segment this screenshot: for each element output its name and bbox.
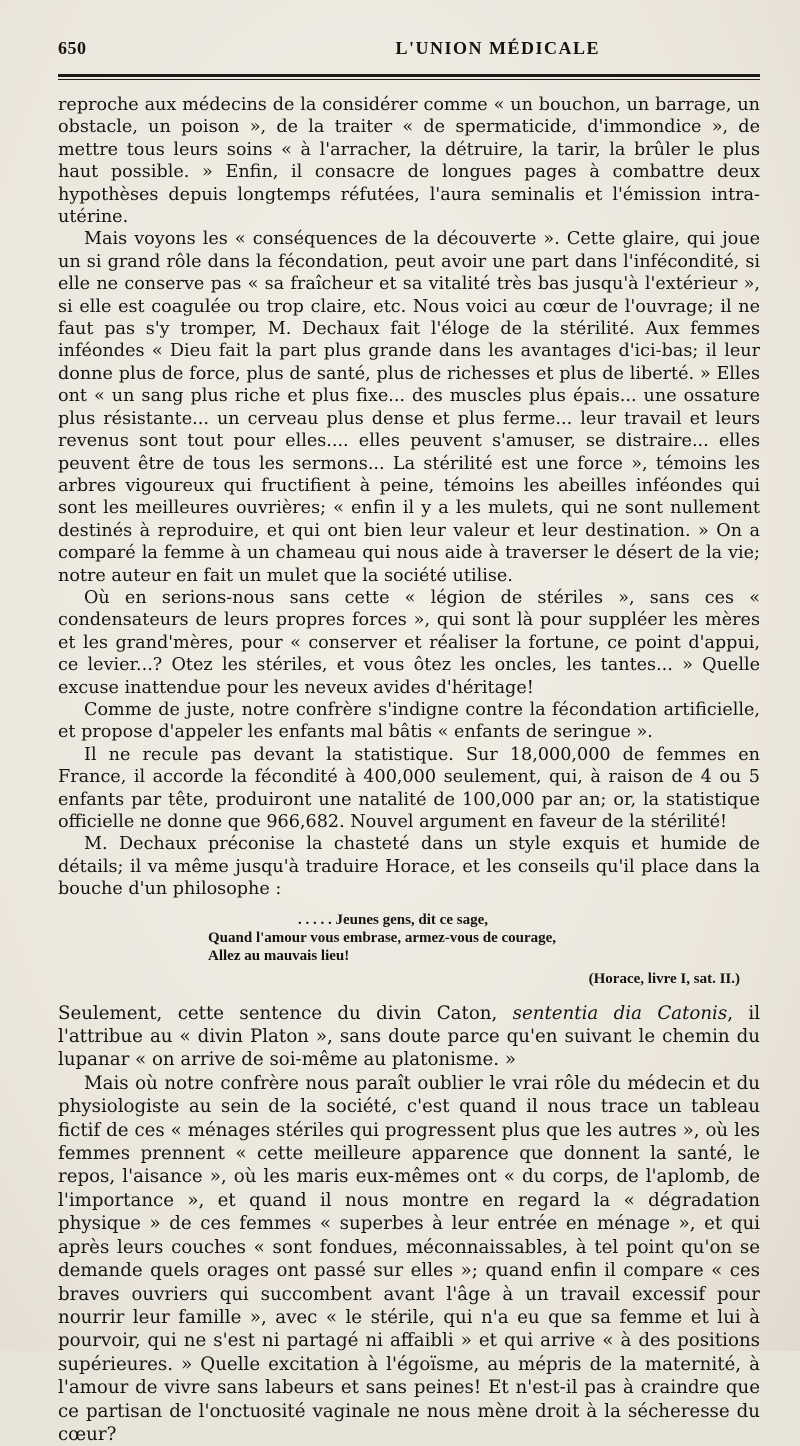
text-span: , il l'attribue au « divin Platon », sans doute parce qu'en suivant le chemin du lupanar « on arrive de soi-même au platonisme. » bbox=[58, 1002, 761, 1071]
text-span: Seulement, cette sentence du divin Caton, bbox=[58, 1002, 513, 1024]
verse-citation: (Horace, livre I, sat. II.) bbox=[588, 970, 740, 987]
paragraph: Mais voyons les « conséquences de la découverte ». Cette glaire, qui joue un si grand rôle dans la fécondation, peut avoir une part dans l'infécondité, si elle ne conserve pas « sa fraîcheur et sa vitalité très bas jusqu'à l'extérieur », si elle est coagulée ou trop claire, etc. Nous voici au cœur de l'ouvrage; il ne faut pas s'y tromper, M. Dechaux fait l'éloge de la stérilité. Aux femmes inféondes « Dieu fait la part plus grande dans les avantages d'ici-bas; il leur donne plus de force, plus de santé, plus de richesses et plus de liberté. » Elles ont « un sang plus riche et plus fixe... des muscles plus épais... une ossature plus résistante... un cerveau plus dense et plus ferme... leur travail et leurs revenus sont tout pour elles.... elles peuvent s'amuser, se distraire... elles peuvent être de tous les sermons... La stérilité est une force », témoins les arbres vigoureux qui fructifient à peine, témoins les abeilles inféondes qui sont les meilleures ouvrières; « enfin il y a les mulets, qui ne sont nullement destinés à reproduire, et qui ont bien leur valeur et leur destination. » On a comparé la femme à un chameau qui nous aide à traverser le désert de la vie; notre auteur en fait un mulet que la société utilise. bbox=[58, 229, 760, 586]
page-header bbox=[58, 38, 760, 68]
latin-quote: sententia dia Catonis bbox=[512, 1002, 728, 1024]
article-body-top bbox=[58, 94, 760, 901]
paragraph: Où en serions-nous sans cette « légion de stériles », sans ces « condensateurs de leurs propres forces », qui sont là pour suppléer les mères et les grand'mères, pour « conserver et réaliser la fortune, ce point d'appui, ce levier...? Otez les stériles, et vous ôtez les oncles, les tantes... » Quelle excuse inattendue pour les neveux avides d'héritage! bbox=[58, 587, 760, 698]
paragraph: reproche aux médecins de la considérer comme « un bouchon, un barrage, un obstacle, un poison », de la traiter « de spermaticide, d'immondice », de mettre tous leurs soins « à l'arracher, la détruire, la tarir, la brûler le plus haut possible. » Enfin, il consacre de longues pages à combattre deux hypothèses depuis longtemps réfutées, l'aura seminalis et l'émission intra-utérine. bbox=[58, 95, 760, 228]
verse-quote bbox=[208, 911, 760, 965]
header-rule-thin bbox=[58, 79, 760, 80]
verse-line: . . . . . Jeunes gens, dit ce sage, bbox=[298, 911, 488, 928]
verse-line: Allez au mauvais lieu! bbox=[208, 947, 350, 964]
verse-line: Quand l'amour vous embrase, armez-vous de courage, bbox=[208, 929, 557, 946]
paragraph: Mais où notre confrère nous paraît oublier le vrai rôle du médecin et du physiologiste au sein de la société, c'est quand il nous trace un tableau fictif de ces « ménages stériles qui progressent plus que les autres », où les femmes prennent « cette meilleure apparence que donnent la santé, le repos, l'aisance », où les maris eux-mêmes ont « du corps, de l'aplomb, de l'importance », et quand il nous montre en regard la « dégradation physique » de ces femmes « superbes à leur entrée en ménage », et qui après leurs couches « sont fondues, méconnaissables, à tel point qu'on se demande quels orages ont passé sur elles »; quand enfin il compare « ces braves ouvriers qui succombent avant l'âge à un travail excessif pour nourrir leur famille », avec « le stérile, qui n'a eu que sa femme et lui à pourvoir, qui ne s'est ni partagé ni affaibli » et qui arrive « à des positions supérieures. » Quelle excitation à l'égoïsme, au mépris de la maternité, à l'amour de vivre sans labeurs et sans peines! Et n'est-il pas à craindre que ce partisan de l'onctuosité vaginale ne nous mène droit à la sécheresse du cœur? bbox=[58, 1072, 760, 1445]
journal-title: L'UNION MÉDICALE bbox=[395, 38, 600, 58]
paragraph: Il ne recule pas devant la statistique. Sur 18,000,000 de femmes en France, il accorde la fécondité à 400,000 seulement, qui, à raison de 4 ou 5 enfants par tête, produiront une natalité de 100,000 par an; or, la statistique officielle ne donne que 966,682. Nouvel argument en faveur de la stérilité! bbox=[58, 744, 760, 832]
article-body-bottom bbox=[58, 1002, 760, 1446]
paragraph bbox=[58, 1002, 760, 1072]
page-number: 650 bbox=[58, 38, 87, 58]
header-rule bbox=[58, 74, 760, 77]
paragraph: Comme de juste, notre confrère s'indigne contre la fécondation artificielle, et propose d'appeler les enfants mal bâtis « enfants de seringue ». bbox=[58, 699, 760, 743]
paragraph: M. Dechaux préconise la chasteté dans un style exquis et humide de détails; il va même jusqu'à traduire Horace, et les conseils qu'il place dans la bouche d'un philosophe : bbox=[58, 834, 760, 900]
